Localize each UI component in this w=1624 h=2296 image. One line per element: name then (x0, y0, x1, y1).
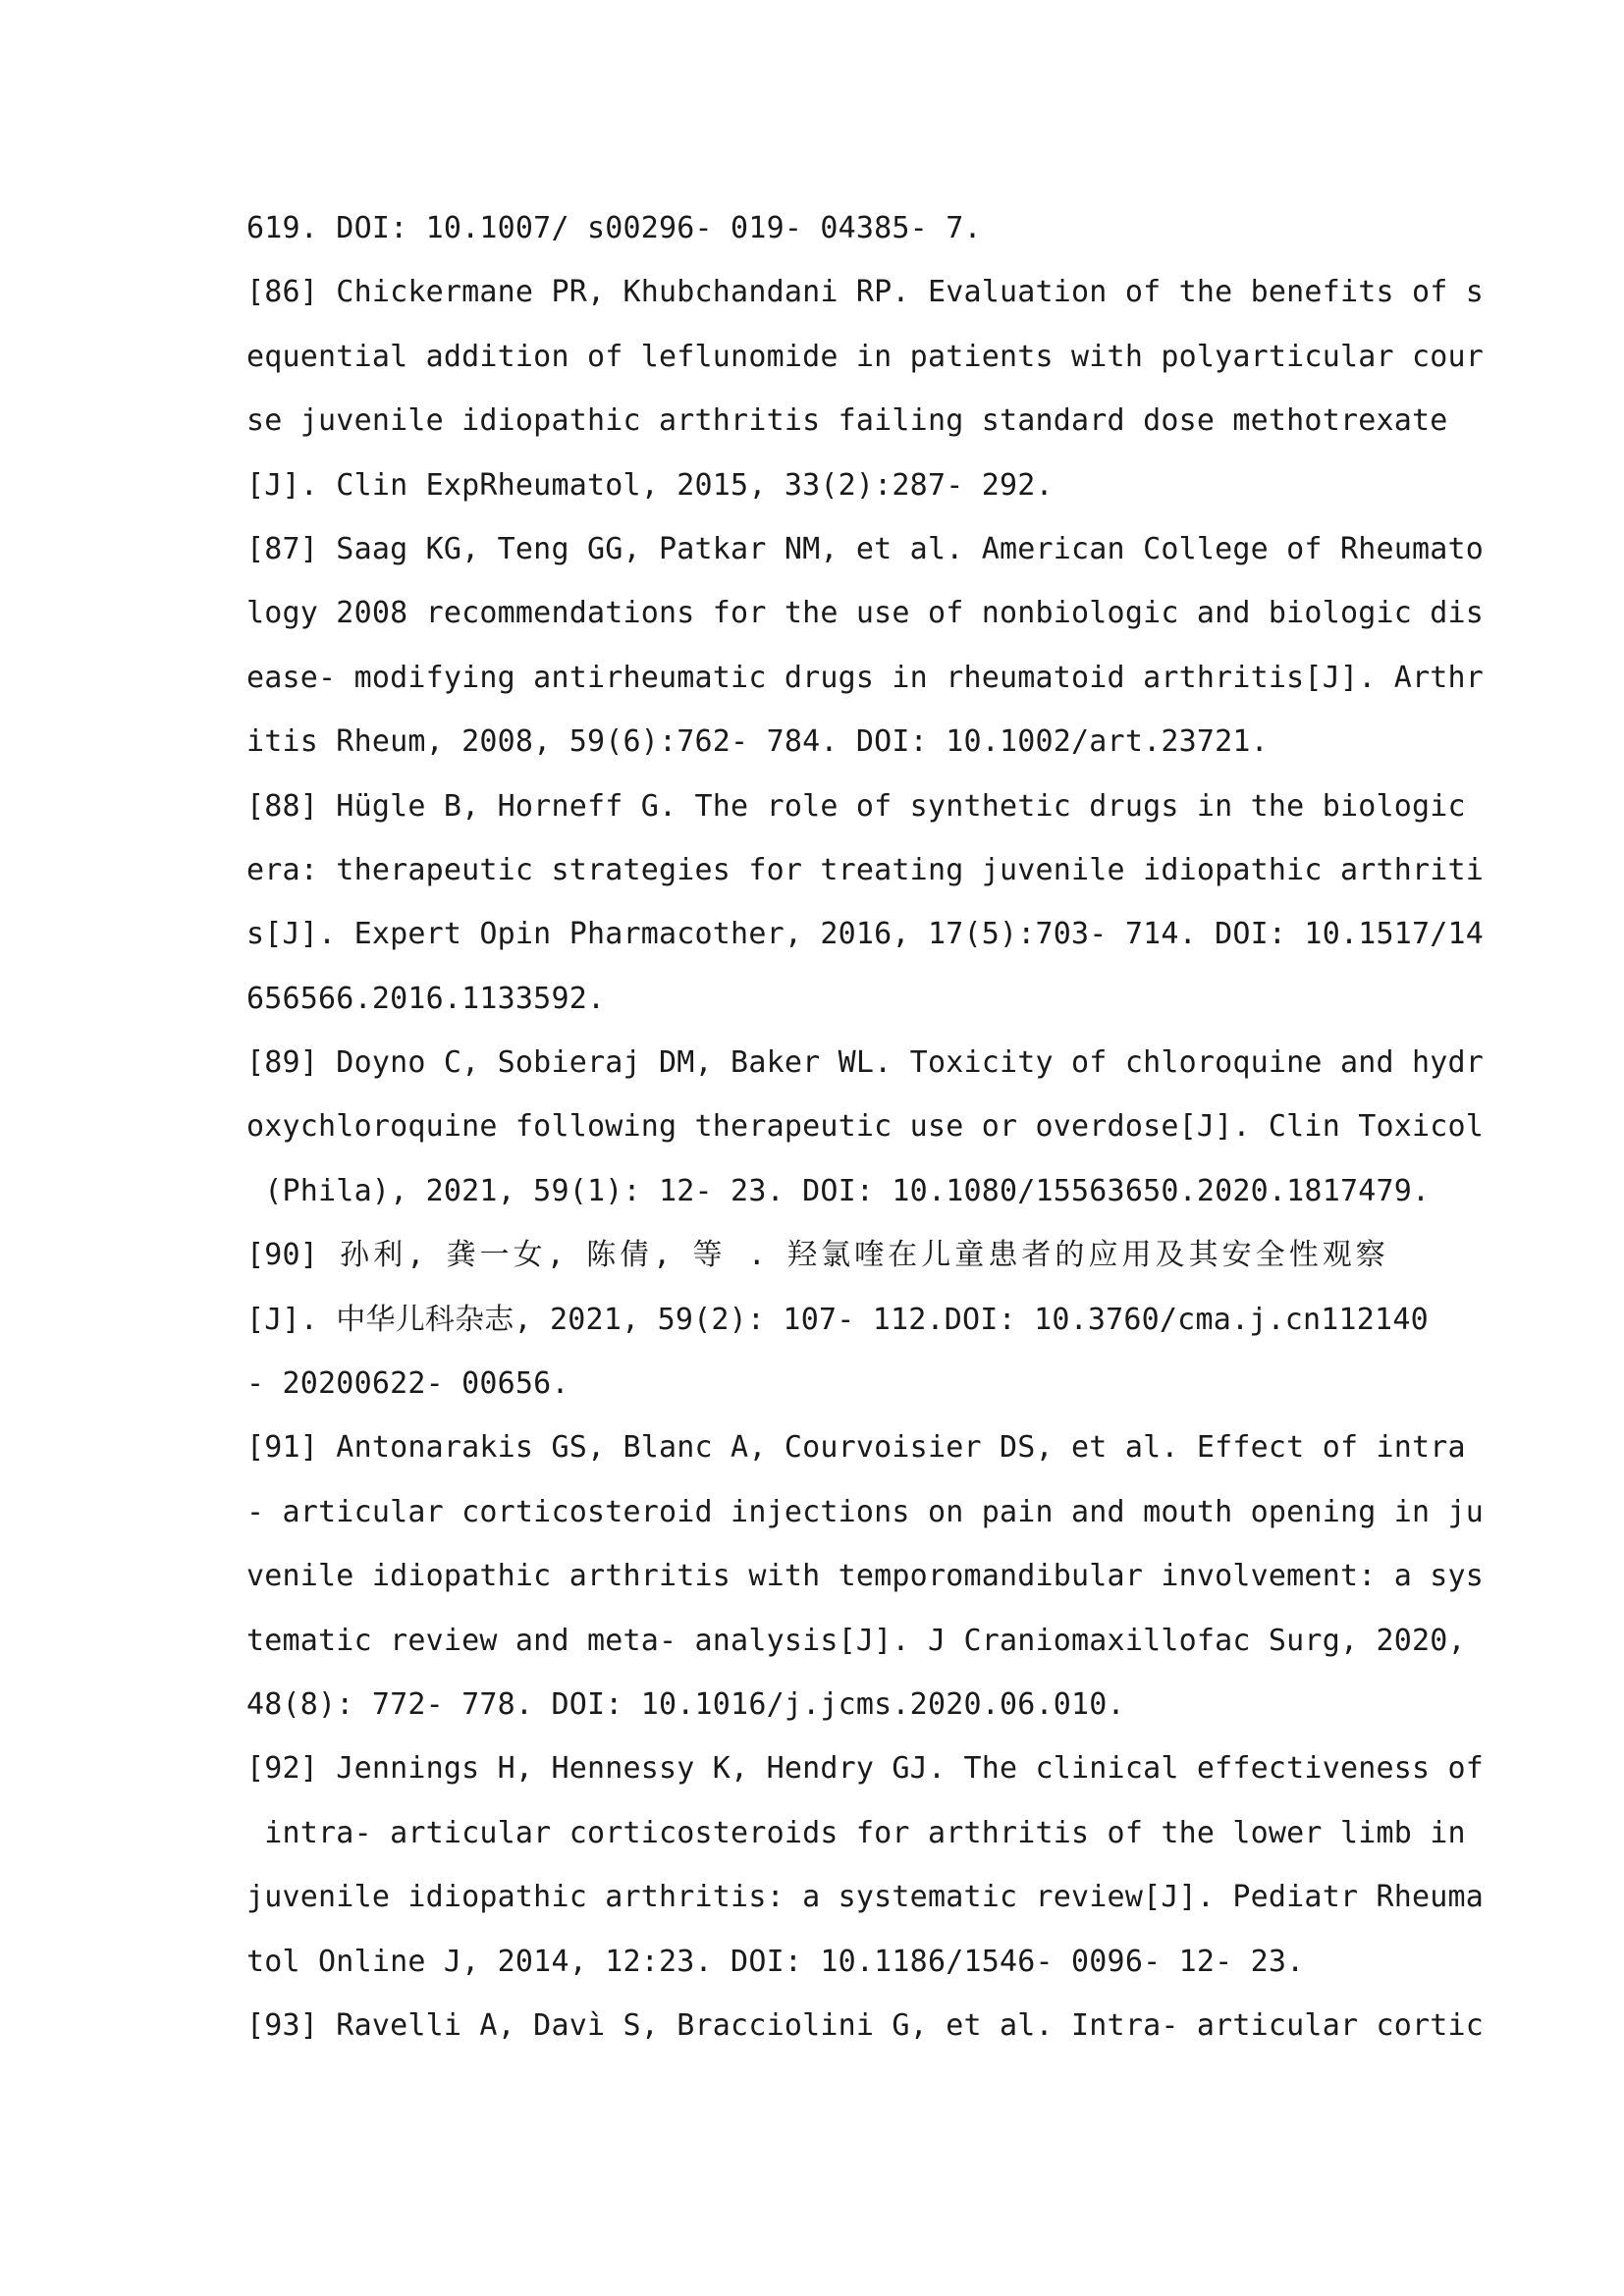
reference-line: 619. DOI: 10.1007/ s00296- 019- 04385- 7. (246, 211, 982, 245)
reference-line: 656566.2016.1133592. (246, 981, 606, 1016)
reference-line: tematic review and meta- analysis[J]. J Craniomaxillofac Surg, 2020, (246, 1623, 1466, 1658)
reference-line: logy 2008 recommendations for the use of nonbiologic and biologic dis (246, 596, 1485, 631)
reference-line: [87] Saag KG, Teng GG, Patkar NM, et al. American College of Rheumato (246, 531, 1485, 566)
reference-line: [90] 孙利, 龚一女, 陈倩, 等 . 羟氯喹在儿童患者的应用及其安全性观察 (246, 1238, 1385, 1273)
reference-line: - 20200622- 00656. (246, 1366, 569, 1402)
reference-line: itis Rheum, 2008, 59(6):762- 784. DOI: 10.1002/art.23721. (246, 724, 1269, 760)
reference-line: venile idiopathic arthritis with temporomandibular involvement: a sys (246, 1559, 1485, 1594)
reference-line: (Phila), 2021, 59(1): 12- 23. DOI: 10.1080/15563650.2020.1817479. (246, 1173, 1431, 1208)
reference-line: juvenile idiopathic arthritis: a systematic review[J]. Pediatr Rheuma (246, 1880, 1485, 1915)
reference-line: [86] Chickermane PR, Khubchandani RP. Evaluation of the benefits of s (246, 275, 1485, 310)
reference-line: [91] Antonarakis GS, Blanc A, Courvoisier DS, et al. Effect of intra (246, 1430, 1466, 1466)
reference-line: tol Online J, 2014, 12:23. DOI: 10.1186/1546- 0096- 12- 23. (246, 1944, 1305, 1979)
reference-line: equential addition of leflunomide in patients with polyarticular cour (246, 339, 1485, 374)
reference-line: ease- modifying antirheumatic drugs in rheumatoid arthritis[J]. Arthr (246, 660, 1485, 695)
reference-line: era: therapeutic strategies for treating juvenile idiopathic arthriti (246, 852, 1485, 887)
reference-line: se juvenile idiopathic arthritis failing standard dose methotrexate (246, 403, 1448, 439)
reference-line: [89] Doyno C, Sobieraj DM, Baker WL. Toxicity of chloroquine and hydr (246, 1045, 1485, 1081)
reference-line: oxychloroquine following therapeutic use or overdose[J]. Clin Toxicol (246, 1109, 1485, 1145)
reference-line: [J]. 中华儿科杂志, 2021, 59(2): 107- 112.DOI: 10.3760/cma.j.cn112140 (246, 1302, 1429, 1337)
reference-line: [88] Hügle B, Horneff G. The role of synthetic drugs in the biologic (246, 788, 1466, 824)
reference-list (246, 204, 1485, 2065)
reference-line: [92] Jennings H, Hennessy K, Hendry GJ. The clinical effectiveness of (246, 1751, 1485, 1787)
reference-line: s[J]. Expert Opin Pharmacother, 2016, 17(5):703- 714. DOI: 10.1517/14 (246, 917, 1485, 952)
reference-line: intra- articular corticosteroids for arthritis of the lower limb in (246, 1815, 1466, 1850)
reference-line: [J]. Clin ExpRheumatol, 2015, 33(2):287- 292. (246, 467, 1054, 503)
reference-line: [93] Ravelli A, Davì S, Bracciolini G, et al. Intra- articular cortic (246, 2007, 1485, 2043)
reference-line: - articular corticosteroid injections on pain and mouth opening in ju (246, 1494, 1485, 1529)
reference-line: 48(8): 772- 778. DOI: 10.1016/j.jcms.2020.06.010. (246, 1686, 1125, 1722)
